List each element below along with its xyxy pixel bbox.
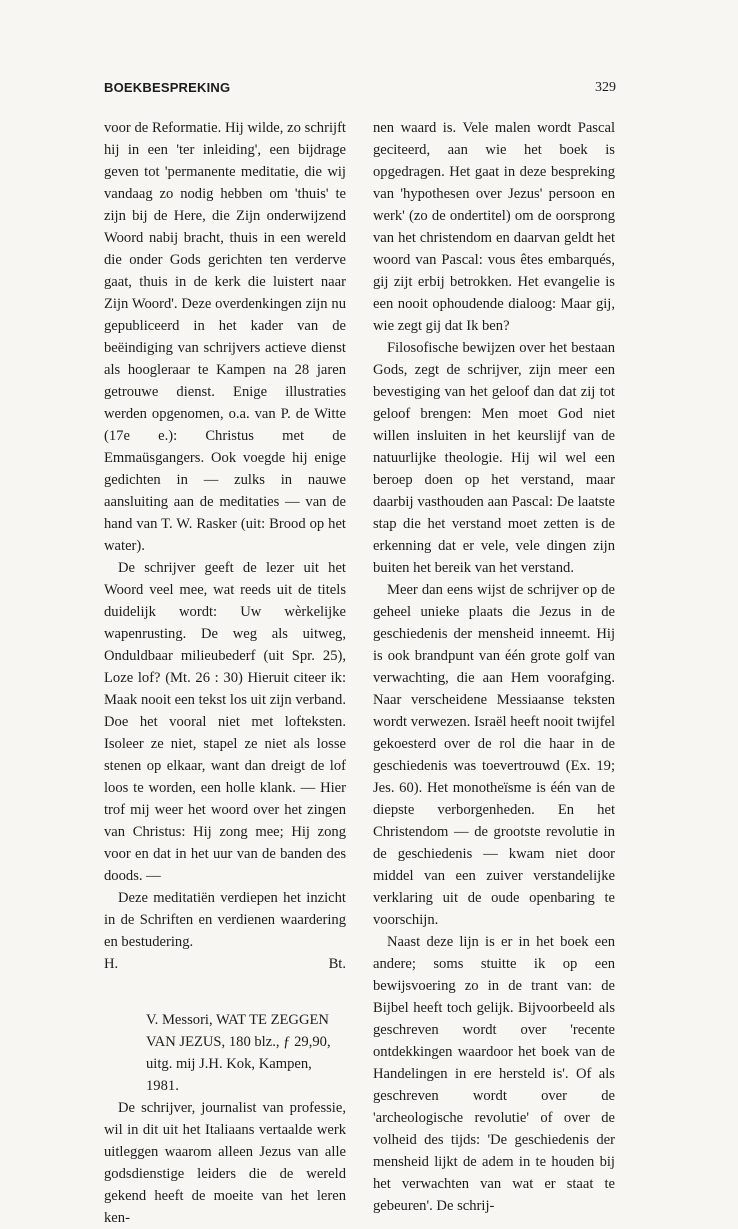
paragraph: Naast deze lijn is er in het boek een andere; soms stuitte ik op een bewijsvoering zo in de trant van: de Bijbel heeft toch gelijk. Bijvoorbeeld als geschreven wordt over 'recente ontdekkingen waardoor het boek van de Handelingen in ere hersteld is'. Of als geschreven wordt over de 'archeologische revolutie' of over de volheid des tijds: 'De geschiedenis der mensheid lijkt de adem in te houden bij het verwachten van wat er staat te gebeuren'. De schrij- [373, 934, 615, 1214]
review-heading-line: VAN JEZUS, 180 blz., ƒ 29,90, [146, 1034, 331, 1050]
signoff-initial-left: H. [104, 956, 119, 972]
page-header [104, 80, 616, 100]
review-heading-line: uitg. mij J.H. Kok, Kampen, 1981. [146, 1056, 312, 1094]
reviewer-signoff [104, 953, 346, 975]
signoff-initial-right: Bt. [328, 956, 346, 972]
paragraph: De schrijver, journalist van professie, wil in dit uit het Italiaans vertaalde werk uitleggen waarom alleen Jezus van alle godsdienstige leiders die de wereld gekend heeft de moeite van het leren ken- [104, 1100, 346, 1226]
review-heading [104, 1009, 346, 1097]
right-column [373, 117, 615, 1217]
review-heading-line: V. Messori, WAT TE ZEGGEN [146, 1012, 329, 1028]
paragraph: Deze meditatiën verdiepen het inzicht in de Schriften en verdienen waardering en bestudering. [104, 890, 346, 950]
paragraph: voor de Reformatie. Hij wilde, zo schrijft hij in een 'ter inleiding', een bijdrage geven tot 'permanente meditatie, die wij vandaag zo nodig hebben om 'thuis' te zijn bij de Here, die Zijn onderwijzend Woord nabij bracht, thuis in een wereld die onder Gods gerichten ten verderve gaat, thuis in de kerk die luistert naar Zijn Woord'. Deze overdenkingen zijn nu gepubliceerd in het kader van de beëindiging van schrijvers actieve dienst als hoogleraar te Kampen na 28 jaren getrouwe dienst. Enige illustraties werden opgenomen, o.a. van P. de Witte (17e e.): Christus met de Emmaüsgangers. Ook voegde hij enige gedichten in — zulks in nauwe aansluiting aan de meditaties — van de hand van T. W. Rasker (uit: Brood op het water). [104, 120, 346, 554]
paragraph: Filosofische bewijzen over het bestaan Gods, zegt de schrijver, zijn meer een bevestiging van het geloof dan dat zij tot geloof brengen: Men moet God niet willen insluiten in het keurslijf van de natuurlijke theologie. Hij wil wel een beroep doen op het verstand, maar daarbij vasthouden aan Pascal: De laatste stap die het verstand moet zetten is de erkenning dat er vele, vele dingen zijn buiten het bereik van het verstand. [373, 340, 615, 576]
paragraph: De schrijver geeft de lezer uit het Woord veel mee, wat reeds uit de titels duidelijk wordt: Uw wèrkelijke wapenrusting. De weg als uitweg, Onduldbaar milieubederf (uit Spr. 25), Loze lof? (Mt. 26 : 30) Hieruit citeer ik: Maak nooit een tekst los uit zijn verband. Doe het vooral niet met lofteksten. Isoleer ze niet, stapel ze niet als losse stenen op elkaar, want dan dreigt de lof loos te worden, een holle klank. — Hier trof mij weer het woord over het zingen van Christus: Hij zong mee; Hij zong voor en dat in het uur van de banden des doods. — [104, 560, 346, 884]
page-number: 329 [595, 80, 616, 95]
paragraph: Meer dan eens wijst de schrijver op de geheel unieke plaats die Jezus in de geschiedenis der mensheid inneemt. Hij is ook brandpunt van één grote golf van verwachting, die aan Hem voorafging. Naar verscheidene Messiaanse teksten wordt verwezen. Israël heeft nooit twijfel gekoesterd over de rol die haar in de geschiedenis was toevertrouwd (Ex. 19; Jes. 60). Het monotheïsme is één van de diepste verborgenheden. En het Christendom — de grootste revolutie in de geschiedenis — kwam niet door middel van een zuiver verstandelijke verklaring uit de oude openbaring te voorschijn. [373, 582, 615, 928]
paragraph: nen waard is. Vele malen wordt Pascal geciteerd, aan wie het boek is opgedragen. Het gaat in deze bespreking van 'hypothesen over Jezus' persoon en werk' (zo de ondertitel) om de oorsprong van het christendom en daarvan geldt het woord van Pascal: vous êtes embarqués, gij zijt erbij betrokken. Het evangelie is een nooit ophoudende dialoog: Maar gij, wie zegt gij dat Ik ben? [373, 120, 615, 334]
left-column [104, 117, 346, 1229]
running-title: BOEKBESPREKING [104, 80, 231, 95]
